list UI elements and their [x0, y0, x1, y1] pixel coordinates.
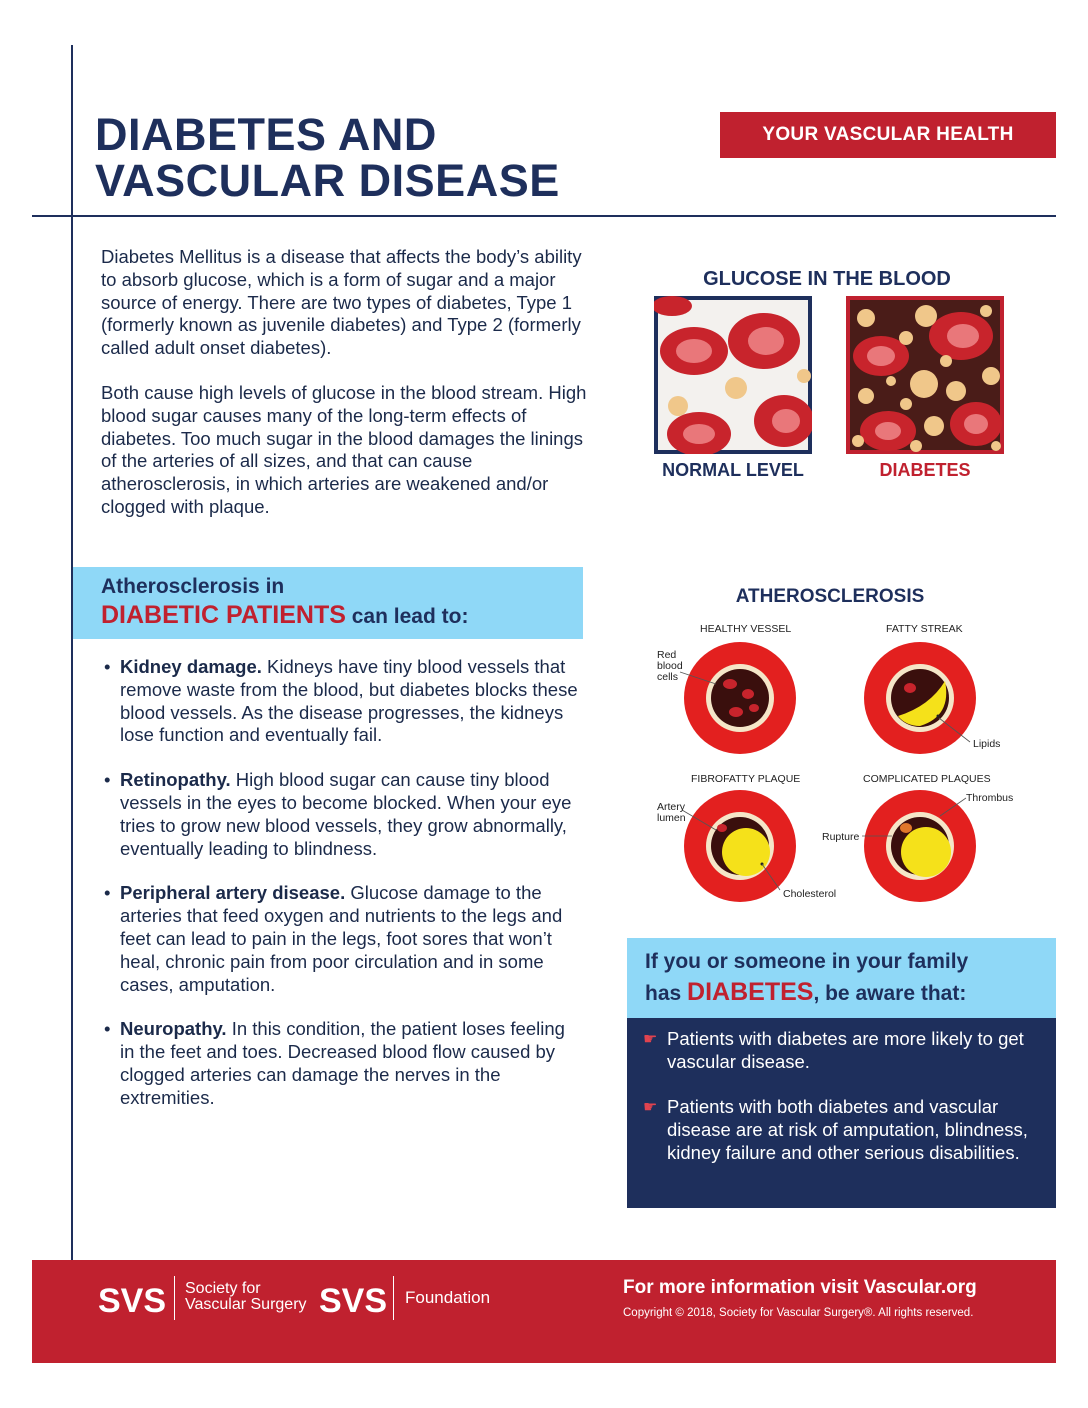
svs-foundation-logo: SVS	[319, 1282, 388, 1320]
society-name	[185, 1281, 307, 1313]
complicated-plaques-icon	[862, 790, 976, 902]
title-line-2: VASCULAR DISEASE	[95, 155, 560, 206]
fibrofatty-plaque-icon	[682, 790, 796, 902]
logo-divider	[393, 1276, 394, 1320]
aware-heading-line-1: If you or someone in your family	[645, 950, 969, 973]
pointing-hand-icon: ☛	[643, 1099, 658, 1116]
list-item	[643, 1096, 1037, 1164]
aware-heading-box	[627, 938, 1056, 1018]
atherosclerosis-heading-line-2	[101, 601, 468, 630]
aware-item-text: Patients with both diabetes and vascular disease are at risk of amputation, blindness, kidney failure and other serious disabilities.	[667, 1096, 1028, 1163]
fatty-streak-icon	[864, 642, 976, 754]
cholesterol-label: Cholesterol	[783, 888, 837, 900]
diabetic-patients-highlight: DIABETIC PATIENTS	[101, 601, 346, 629]
pointing-hand-icon: ☛	[643, 1031, 658, 1048]
atherosclerosis-heading-box	[73, 567, 583, 639]
left-rule	[71, 45, 73, 1363]
effect-term: Neuropathy.	[120, 1018, 227, 1040]
effect-term: Kidney damage.	[120, 656, 262, 677]
glucose-figure-title: GLUCOSE IN THE BLOOD	[703, 268, 951, 290]
aware-item-text: Patients with diabetes are more likely to get vascular disease.	[667, 1028, 1024, 1072]
intro-text	[101, 246, 601, 541]
list-item	[643, 1028, 1037, 1074]
svs-logo: SVS	[98, 1282, 167, 1320]
page-title	[95, 109, 560, 206]
title-line-1: DIABETES AND	[95, 109, 437, 160]
list-item	[104, 656, 584, 747]
aware-has-text: has	[645, 982, 688, 1005]
complicated-plaques-label: COMPLICATED PLAQUES	[863, 773, 991, 785]
normal-level-label: NORMAL LEVEL	[662, 460, 804, 480]
header-rule	[32, 215, 1056, 217]
athero-figure-title: ATHEROSCLEROSIS	[735, 586, 925, 607]
intro-paragraph-2: Both cause high levels of glucose in the blood stream. High blood sugar causes many of the long-term effects of diabetes. Too much sugar in the blood damages the linings of the arteries of all sizes, and that can cause atherosclerosis, in which arteries are weakened and/or clogged with plaque.	[101, 381, 587, 517]
rupture-label: Rupture	[822, 831, 860, 843]
society-name-line-1: Society for	[185, 1280, 261, 1297]
aware-list-box	[627, 1018, 1056, 1208]
effect-text: High blood sugar can cause tiny blood vessels in the eyes to become blocked. When your eye tries to grow new blood vessels, they grow abnormally, eventually leading to blindness.	[120, 769, 572, 859]
healthy-vessel-icon	[680, 642, 796, 754]
bullet-dot-icon: •	[104, 1018, 111, 1040]
society-name-line-2: Vascular Surgery	[185, 1296, 307, 1313]
fatty-streak-label: FATTY STREAK	[886, 623, 963, 635]
red-blood-cells-label	[657, 650, 683, 683]
red-blood-cells-line-1: Red	[657, 649, 677, 661]
atherosclerosis-heading-line-1: Atherosclerosis in	[101, 575, 285, 598]
aware-heading-line-2	[645, 978, 966, 1007]
effect-term: Peripheral artery disease.	[120, 882, 346, 904]
diabetes-blood-illustration	[846, 296, 1004, 454]
can-lead-to-text: can lead to:	[345, 605, 469, 628]
artery-lumen-line-1: Artery	[657, 801, 686, 813]
bullet-dot-icon: •	[104, 769, 111, 791]
effect-text: Glucose damage to the arteries that feed oxygen and nutrients to the legs and feet can lead to pain in the legs, foot sores that won’t heal, chronic pain from poor circulation and in some cases, amputation.	[120, 882, 563, 995]
artery-lumen-label	[657, 802, 686, 824]
list-item	[104, 882, 584, 996]
atherosclerosis-illustration	[640, 636, 1040, 906]
artery-lumen-line-2: lumen	[657, 812, 686, 824]
copyright-text: Copyright © 2018, Society for Vascular Surgery®. All rights reserved.	[623, 1307, 974, 1319]
healthy-vessel-label: HEALTHY VESSEL	[700, 623, 792, 635]
more-info-link[interactable]: For more information visit Vascular.org	[623, 1277, 977, 1298]
diabetes-label: DIABETES	[879, 460, 971, 480]
section-badge: YOUR VASCULAR HEALTH	[720, 112, 1056, 158]
effect-text: In this condition, the patient loses feeling in the feet and toes. Decreased blood flow caused by clogged arteries can damage the nerves in the extremities.	[120, 1018, 565, 1108]
logo-divider	[174, 1276, 175, 1320]
bullet-dot-icon: •	[104, 656, 111, 677]
bullet-dot-icon: •	[104, 882, 111, 904]
fibrofatty-plaque-label: FIBROFATTY PLAQUE	[691, 773, 801, 785]
list-item	[104, 1018, 584, 1109]
red-blood-cells-line-2: blood	[657, 660, 683, 672]
thrombus-label: Thrombus	[966, 792, 1014, 804]
lipids-label: Lipids	[973, 738, 1001, 750]
aware-be-aware-text: , be aware that:	[813, 982, 967, 1005]
red-blood-cells-line-3: cells	[657, 671, 679, 683]
normal-blood-illustration	[654, 296, 812, 454]
footer-bar	[32, 1260, 1056, 1363]
list-item	[104, 769, 584, 860]
effect-text: Kidneys have tiny blood vessels that remove waste from the blood, but diabetes blocks these blood vessels. As the disease progresses, the kidneys lose function and eventually fail.	[120, 656, 578, 746]
foundation-name: Foundation	[405, 1288, 491, 1307]
effects-list	[104, 656, 584, 1132]
diabetes-highlight: DIABETES	[687, 978, 814, 1006]
effect-term: Retinopathy.	[120, 769, 231, 791]
intro-paragraph-1: Diabetes Mellitus is a disease that affects the body’s ability to absorb glucose, which is a form of sugar and a major source of energy. There are two types of diabetes, Type 1 (formerly known as juvenile diabetes) and Type 2 (formerly called adult onset diabetes).	[101, 246, 582, 359]
